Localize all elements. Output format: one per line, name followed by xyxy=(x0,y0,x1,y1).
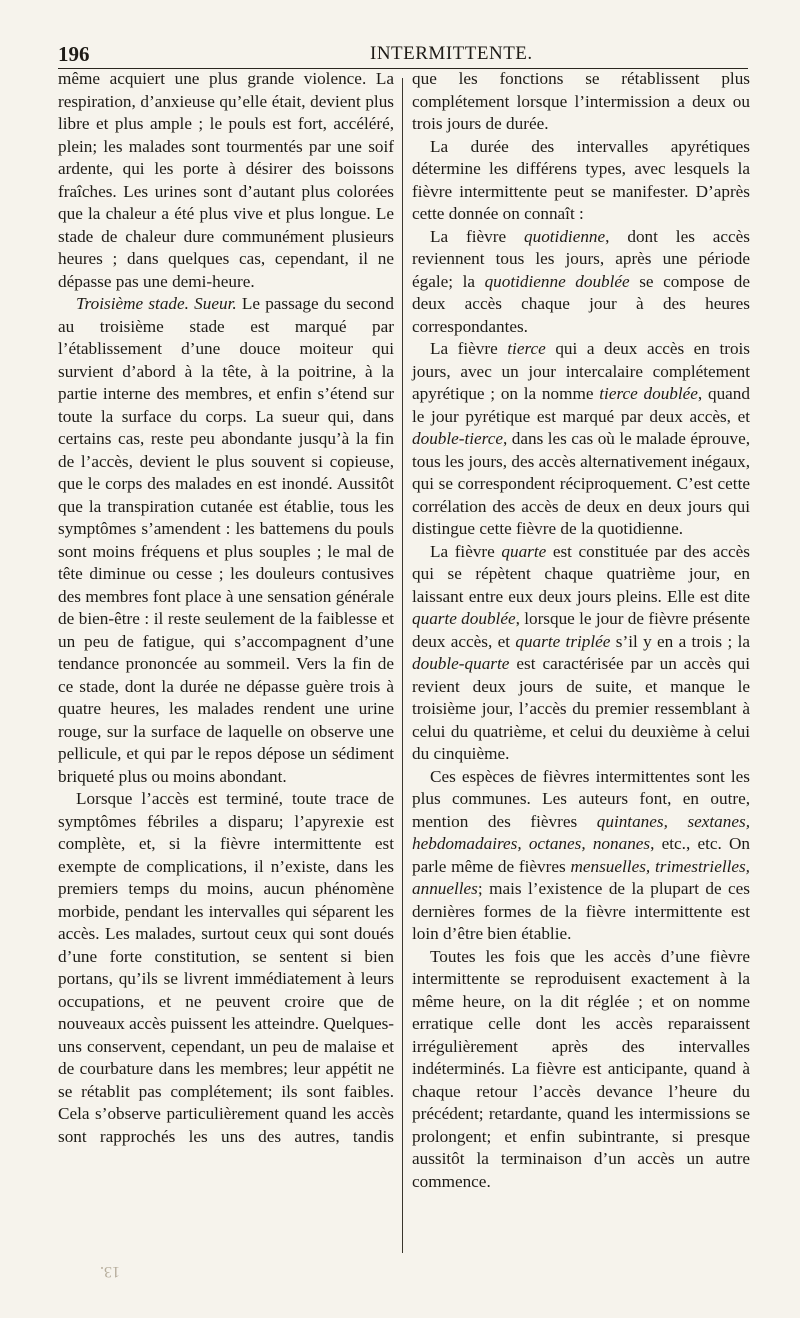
text-span: , etc., etc. On parle même de fièvres xyxy=(412,834,750,876)
third-stage-text: Le passage du second au troisième stade est marqué par l’établissement d’une douce moiteur qui survient d’abord à la tête, à la poitrine, à la partie interne des membres, et enfin s’étend sur toute la surface du corps. La sueur qui, dans certains cas, reste peu abondante jusqu’à la fin de l’accès, devient le plus souvent si copieuse, que le corps des malades en est inondé. Aussitôt que la transpiration cutanée est établie, tous les symptômes s’amendent : les battemens du pouls sont moins fréquens et plus souples ; le mal de tête diminue ou cesse ; les douleurs contusives des membres font place à une sensation générale de bien-être : il reste seulement de la faiblesse et un peu de fatigue, qui s’accompagnent d’une tendance prononcée au sommeil. Vers la fin de ce stade, dont la durée ne dépasse guère trois à quatre heures, les malades rendent une urine rouge, sur la surface de laquelle on observe une pellicule, et qui par le repos dépose un sédiment briqueté plus ou moins abondant. xyxy=(58,294,394,786)
text-span: Ces espèces de fièvres intermittentes sont les plus communes. Les auteurs font, en outre, mention des fièvres xyxy=(412,766,750,831)
page-header xyxy=(58,34,748,68)
paragraph-types-intro: La durée des intervalles apyrétiques détermine les différens types, avec lesquels la fièvre intermittente peut se manifester. D’après cette donnée on connaît : xyxy=(412,136,750,223)
text-span: se compose de deux accès chaque jour à des heures correspondantes. xyxy=(412,271,751,336)
text-span: , dans les cas où le malade éprouve, tous les jours, des accès alternativement inégaux, qui se correspondent réciproquement. C’est cette corrélation des accès de deux en deux jours qui distingue cette fièvre de la quotidienne. xyxy=(412,429,750,538)
paragraph-quartan xyxy=(412,541,750,766)
column-divider xyxy=(402,78,403,1253)
term-periodic-fevers: mensuelles, trimestrielles, annuelles xyxy=(412,856,750,898)
paragraph-third-stage xyxy=(58,293,394,788)
term-tierce-doublee: tierce doublée xyxy=(599,384,698,403)
term-rare-fevers: quintanes, sextanes, hebdomadaires, octanes, nonanes xyxy=(412,811,750,853)
term-quotidienne: quotidienne xyxy=(524,226,606,246)
text-span: est caractérisée par un accès qui revient deux jours de suite, et manque le troisième jour, l’accès du premier ressemblant à celui du quatrième, et celui du deuxième à celui du cinquième. xyxy=(412,654,750,763)
term-tierce: tierce xyxy=(507,339,546,358)
text-span: , dont les accès reviennent tous les jours, après une période égale; la xyxy=(412,226,750,291)
text-span: ; mais l’existence de la plupart de ces dernières formes de la fièvre intermittente est loin d’être bien établie. xyxy=(412,879,750,943)
third-stage-heading: Troisième stade. Sueur. xyxy=(76,294,237,313)
text-span: s’il y en a trois ; la xyxy=(610,631,750,651)
paragraph-apyrexia: Lorsque l’accès est terminé, toute trace de symptômes fébriles a disparu; l’apyrexie est complète, et, si la fièvre intermittente est exempte de complications, il n’existe, dans les premiers temps du moins, aucun phénomène morbide, pendant les intervalles qui séparent les accès. Les malades, surtout ceux qui sont doués d’une forte constitution, se sentent si bien portans, qu’ils se livrent immédiatement à leurs occupations, et ne peuvent croire que de nouveaux accès puissent les atteindre. Quelques-uns conservent, cependant, un peu de malaise et de courbature dans les membres; leur appétit ne se rétablit pas complétement; ils sont faibles. Cela s’observe particulièrement quand les accès sont rapprochés les uns des autres, tandis xyxy=(58,789,394,1146)
text-span: , lorsque le jour de fièvre présente deux accès, et xyxy=(412,609,750,651)
paragraph-other-types xyxy=(412,766,750,946)
term-quarte: quarte xyxy=(501,541,547,561)
term-double-quarte: double-quarte xyxy=(412,654,510,673)
text-span: La fièvre xyxy=(430,226,524,246)
text-span: La fièvre xyxy=(430,541,502,561)
text-span: qui a deux accès en trois jours, avec un jour intercalaire complétement apyrétique ; on la nomme xyxy=(412,339,750,403)
running-title: INTERMITTENTE. xyxy=(370,43,533,64)
right-column xyxy=(412,68,750,1193)
left-column xyxy=(58,68,394,1148)
term-double-tierce: double-tierce xyxy=(412,429,503,448)
paragraph-tertian xyxy=(412,338,750,541)
term-quarte-doublee: quarte doublée xyxy=(412,609,516,628)
term-quarte-triplee: quarte triplée xyxy=(515,631,611,651)
text-span: est constituée par des accès qui se répètent chaque quatrième jour, en laissant entre eux deux jours pleins. Elle est dite xyxy=(412,541,750,606)
paragraph-regulated-erratic: Toutes les fois que les accès d’une fièvre intermittente se reproduisent exactement à la même heure, on la dit réglée ; et on nomme erratique celle dont les accès reparaissent irrégulièrement après des intervalles indéterminés. La fièvre est anticipante, quand à chaque retour l’accès devance l’heure du précédent; retardante, quand les intermissions se prolongent; et enfin subintrante, si presque aussitôt la terminaison d’un accès un autre commence. xyxy=(412,946,750,1191)
term-quotidienne-doublee: quotidienne doublée xyxy=(484,271,630,291)
text-span: La fièvre xyxy=(430,339,508,358)
paragraph-heat-stage-end: même acquiert une plus grande violence. La respiration, d’anxieuse qu’elle était, devient plus libre et plus ample ; le pouls est fort, accéléré, plein; les malades sont tourmentés par une soif ardente, qui les porte à désirer des boissons fraîches. Les urines sont d’autant plus colorées que la chaleur a été plus vive et plus longue. Le stade de chaleur dure communément plusieurs heures ; dans quelques cas, cependant, il ne dépasse pas une demi-heure. xyxy=(58,69,394,291)
page-number: 196 xyxy=(58,42,90,66)
signature-mark: 13. xyxy=(100,1263,120,1280)
text-span: , quand le jour pyrétique est marqué par deux accès, et xyxy=(412,384,750,426)
paragraph-quotidian xyxy=(412,226,750,339)
paragraph-functions: que les fonctions se rétablissent plus complétement lorsque l’intermission a deux ou trois jours de durée. xyxy=(412,69,750,133)
